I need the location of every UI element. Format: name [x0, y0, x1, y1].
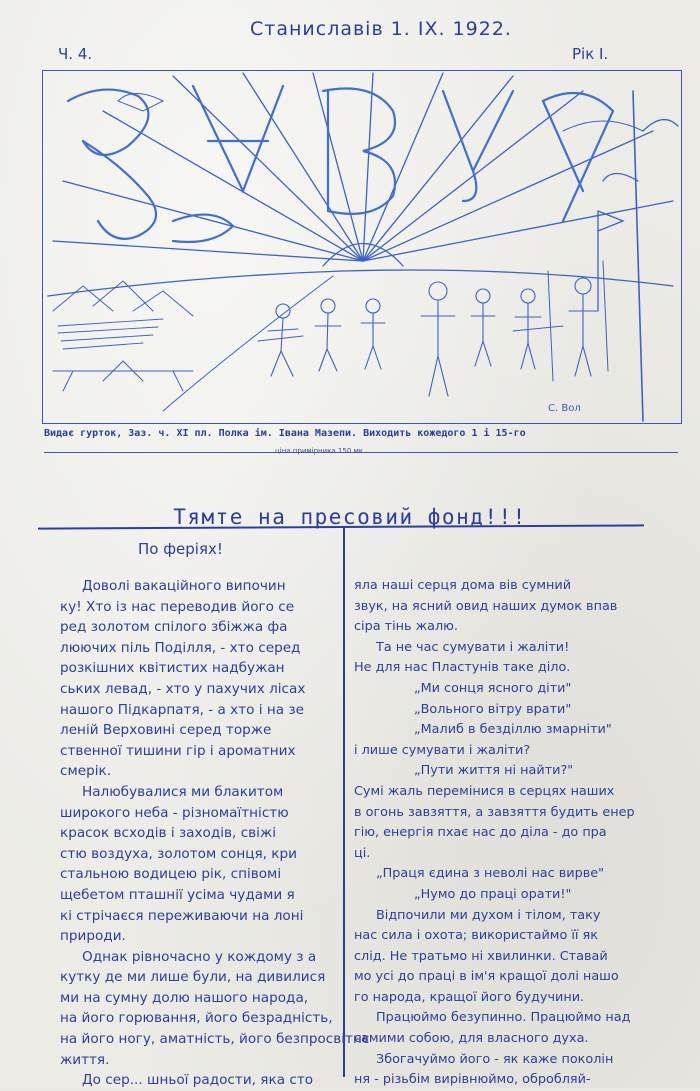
- masthead-drawing: [43, 71, 681, 423]
- sun-rays: [53, 73, 673, 261]
- article-line: „Праця єдина з неволі нас вирве": [376, 866, 605, 882]
- article-right-column: [354, 576, 654, 1091]
- price-note: ціна примірника 150 мк.: [275, 447, 366, 455]
- article-line: і лише сумувати і жаліти?: [354, 742, 531, 758]
- masthead-illustration: [42, 70, 682, 424]
- article-left-column: [60, 576, 370, 1091]
- article-line: леній Верховині серед торже: [60, 722, 272, 739]
- imprint-line: Видає гурток, Заз. ч. XI пл. Полка ім. Івана Мазепи. Виходить кожедого 1 і 15-го: [44, 428, 678, 453]
- article-line: на його горювання, його безрадність,: [60, 1010, 333, 1027]
- article-line: До сер... шньої радости, яка сто: [82, 1072, 314, 1089]
- article-line: Налюбувалися ми блакитом: [82, 783, 284, 800]
- article-line: Однак рівночасно у кождому з а: [82, 948, 317, 965]
- article-line: Сумі жаль перемінися в серцях наших: [354, 783, 615, 799]
- article-line: люючих піль Поділля, - хто серед: [60, 639, 301, 656]
- article-line: ми на сумну долю нашого народа,: [60, 989, 309, 1006]
- article-line: яла наші серця дома вів сумний: [354, 578, 572, 593]
- article-line: нас сила і охота; використаймо її як: [354, 928, 598, 944]
- issue-year: Рік I.: [572, 45, 609, 63]
- article-line: „Ми сонця ясного діти": [414, 680, 572, 696]
- article-line: ня - різьбім вирівнюймо, обробляй-: [354, 1072, 591, 1088]
- article-line: смерік.: [60, 763, 112, 780]
- article-line: щебетом пташнії усіма чудами я: [60, 886, 295, 903]
- article-line: ку! Хто із нас переводив його се: [60, 598, 295, 615]
- article-line: „Вольного вітру врати": [414, 701, 572, 717]
- article-line: „Нумо до праці орати!": [414, 886, 572, 902]
- article-line: нашого Підкарпатя, - а хто і на зе: [60, 701, 304, 718]
- artist-signature: С. Вол: [548, 403, 581, 414]
- article-line: ських левад, - хто у пахучих лісах: [60, 680, 306, 697]
- article-line: кутку де ми лише були, на дивилися: [60, 969, 326, 986]
- article-line: ственної тишини гір і ароматних: [60, 742, 296, 759]
- article-line: Відпочили ми духом і тілом, таку: [376, 907, 601, 923]
- article-line: ці.: [354, 845, 371, 861]
- article-line: стю воздуха, золотом сонця, кри: [60, 845, 297, 862]
- tree-trunk: [633, 91, 643, 421]
- article-line: звук, на ясний овид наших думок впав: [354, 598, 618, 614]
- article-line: природи.: [60, 928, 126, 945]
- article-line: го народа, кращої його будучини.: [354, 989, 585, 1005]
- article-line: розкішних квітистих надбужан: [60, 660, 285, 677]
- article-line: широкого неба - різномаїтністю: [60, 804, 289, 821]
- article-line: Працюймо безупинно. Працюймо над: [376, 1010, 631, 1026]
- article-line: життя.: [60, 1051, 110, 1068]
- article-line: самими собою, для власного духа.: [354, 1031, 589, 1047]
- article-line: ред золотом спілого збіжжа фа: [60, 619, 288, 636]
- article-line: гію, енергія пхає нас до діла - до пра: [354, 825, 607, 841]
- article-line: сіра тінь жалю.: [354, 619, 458, 635]
- article-line: красок всходів і заходів, свіжі: [60, 825, 276, 842]
- article-line: „Малиб в безділлю змарніти": [414, 722, 612, 738]
- issue-date: Станиславів 1. IX. 1922.: [250, 18, 512, 40]
- masthead-lettering: [68, 86, 613, 242]
- article-line: Не для нас Пластунів таке діло.: [354, 660, 571, 676]
- column-divider: [343, 527, 345, 1077]
- article-line: мо усі до праці в ім'я кращої долі нашо: [354, 969, 619, 985]
- article-heading: По феріях!: [138, 540, 223, 558]
- scout-figures: [258, 278, 597, 396]
- article-line: в огонь завзяття, а завзяття будить енер: [354, 804, 635, 820]
- article-line: кі стрічаєся переживаючи на лоні: [60, 907, 304, 924]
- article-line: Збогачуймо його - як каже поколін: [376, 1051, 614, 1067]
- article-line: на його ногу, аматність, його безпросвітнє: [60, 1031, 370, 1048]
- article-line: Та не час сумувати і жаліти!: [376, 639, 570, 655]
- article-line: Доволі вакаційного випочин: [82, 578, 286, 594]
- article-line: „Пути життя ні найти?": [414, 763, 574, 779]
- article-line: слід. Не тратьмо ні хвилинки. Ставай: [354, 948, 608, 964]
- issue-number: Ч. 4.: [58, 45, 93, 63]
- article-line: стальною водицею рік, співомі: [60, 866, 282, 883]
- press-fund-notice: Тямте на пресовий фонд!!!: [173, 505, 527, 529]
